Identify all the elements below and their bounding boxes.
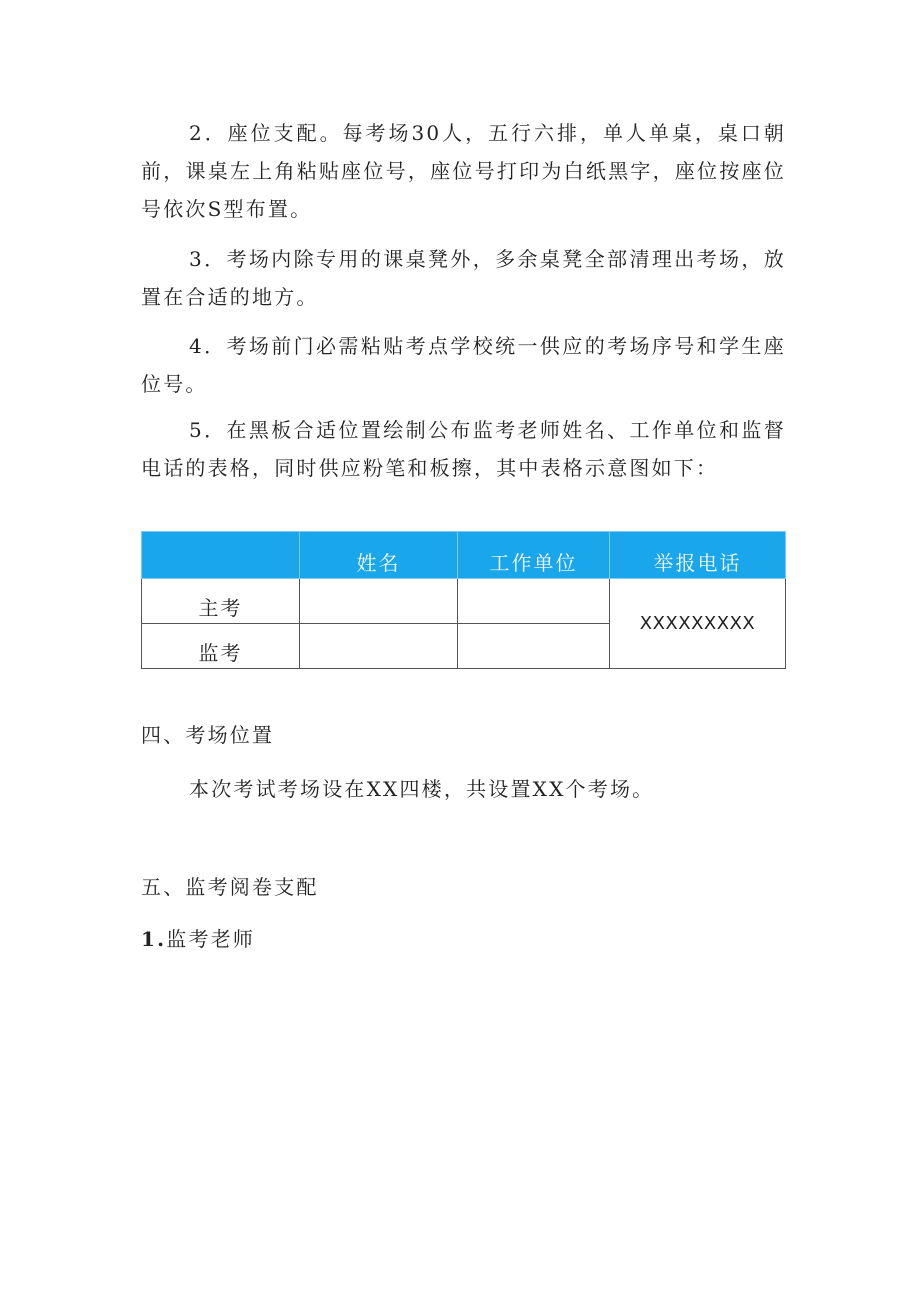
invigilator-table <box>141 531 786 669</box>
table-row-label: 主考 <box>142 579 300 624</box>
table-header-unit: 工作单位 <box>458 532 610 579</box>
table-header-name: 姓名 <box>300 532 458 579</box>
table-row-label: 监考 <box>142 624 300 669</box>
paragraph-item-4: 4．考场前门必需粘贴考点学校统一供应的考场序号和学生座位号。 <box>141 334 786 396</box>
paragraph-item-5: 5．在黑板合适位置绘制公布监考老师姓名、工作单位和监督电话的表格，同时供应粉笔和板擦，其中表格示意图如下： <box>141 418 786 480</box>
subheading-text: 监考老师 <box>166 927 256 951</box>
table-header-row <box>142 532 786 579</box>
paragraph-item-3: 3．考场内除专用的课桌凳外，多余桌凳全部清理出考场，放置在合适的地方。 <box>141 247 786 309</box>
table-header-empty <box>142 532 300 579</box>
table-cell-phone: XXXXXXXXX <box>610 579 786 669</box>
table-cell-unit <box>458 624 610 669</box>
table-row <box>142 579 786 624</box>
table-cell-unit <box>458 579 610 624</box>
table-header-phone: 举报电话 <box>610 532 786 579</box>
section-heading-exam-location: 四、考场位置 <box>141 723 275 747</box>
exam-location-text: 本次考试考场设在XX四楼，共设置XX个考场。 <box>189 777 655 801</box>
subheading-number: 1. <box>141 927 167 951</box>
table-cell-name <box>300 579 458 624</box>
subheading-invigilators <box>141 920 255 958</box>
table-cell-name <box>300 624 458 669</box>
paragraph-item-2: 2．座位支配。每考场30人，五行六排，单人单桌，桌口朝前，课桌左上角粘贴座位号，座位号打印为白纸黑字，座位按座位号依次S型布置。 <box>141 121 786 221</box>
section-heading-invigilation: 五、监考阅卷支配 <box>141 875 319 899</box>
